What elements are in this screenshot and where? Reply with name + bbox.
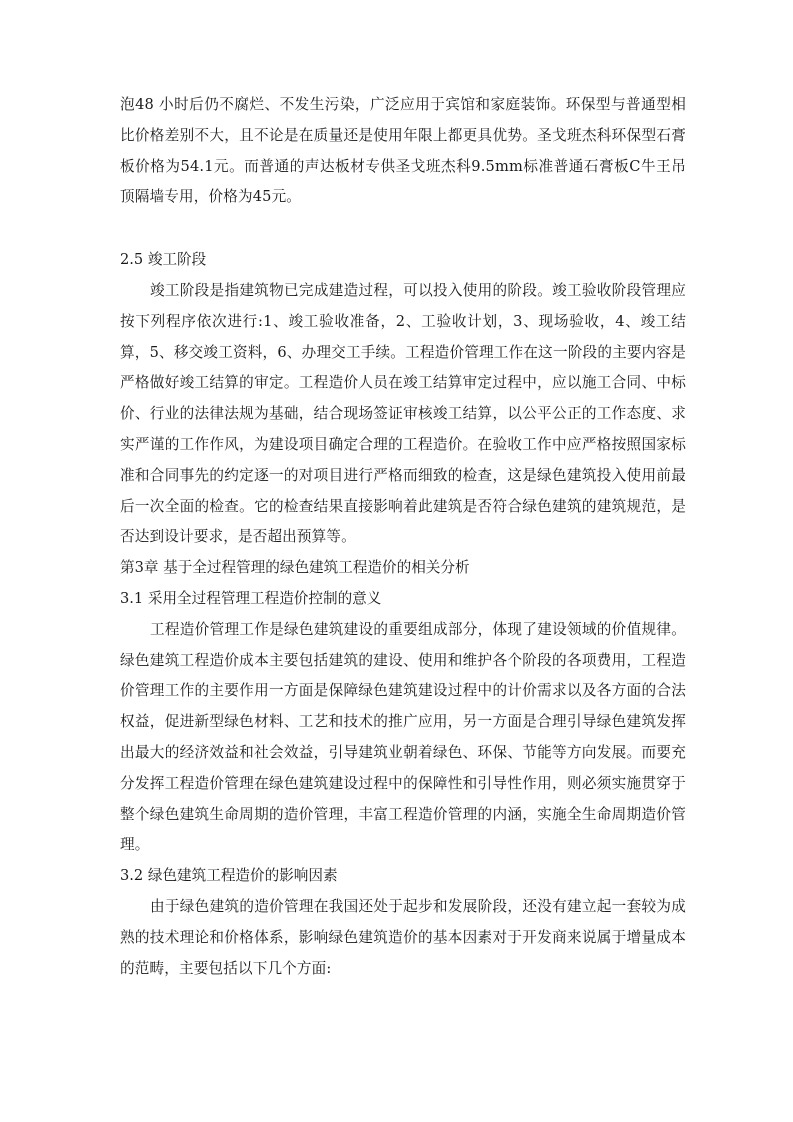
paragraph-completion-stage: 竣工阶段是指建筑物已完成建造过程，可以投入使用的阶段。竣工验收阶段管理应按下列程序依次进行:1、竣工验收准备，2、工验收计划，3、现场验收，4、竣工结算，5、移交竣工资料，6、办理交工手续。工程造价管理工作在这一阶段的主要内容是严格做好竣工结算的审定。工程造价人员在竣工结算审定过程中，应以施工合同、中标价、行业的法律法规为基础，结合现场签证审核竣工结算，以公平公正的工作态度、求实严谨的工作作风，为建设项目确定合理的工程造价。在验收工作中应严格按照国家标准和合同事先的约定逐一的对项目进行严格而细致的检查，这是绿色建筑投入使用前最后一次全面的检查。它的检查结果直接影响着此建筑是否符合绿色建筑的建筑规范，是否达到设计要求，是否超出预算等。 (120, 281, 686, 546)
paragraph-cost-factors: 由于绿色建筑的造价管理在我国还处于起步和发展阶段，还没有建立起一套较为成熟的技术理论和价格体系，影响绿色建筑造价的基本因素对于开发商来说属于增量成本的范畴，主要包括以下几个方面: (120, 897, 686, 977)
paragraph-cost-control-significance: 工程造价管理工作是绿色建筑建设的重要组成部分，体现了建设领域的价值规律。绿色建筑工程造价成本主要包括建筑的建设、使用和维护各个阶段的各项费用，工程造价管理工作的主要作用一方面是保障绿色建筑建设过程中的计价需求以及各方面的合法权益，促进新型绿色材料、工艺和技术的推广应用，另一方面是合理引导绿色建筑发挥出最大的经济效益和社会效益，引导建筑业朝着绿色、环保、节能等方向发展。而要充分发挥工程造价管理在绿色建筑建设过程中的保障性和引导性作用，则必须实施贯穿于整个绿色建筑生命周期的造价管理，丰富工程造价管理的内涵，实施全生命周期造价管理。 (120, 620, 686, 854)
paragraph-gap (120, 213, 686, 245)
paragraph-gypsum-board-prices: 泡48 小时后仍不腐烂、不发生污染，广泛应用于宾馆和家庭装饰。环保型与普通型相比价格差别不大，且不论是在质量还是使用年限上都更具优势。圣戈班杰科环保型石膏板价格为54.1元。而普通的声达板材专供圣戈班杰科9.5mm标准普通石膏板C牛王吊顶隔墙专用，价格为45元。 (120, 96, 686, 206)
document-page (120, 90, 686, 984)
section-heading-2-5: 2.5 竣工阶段 (120, 251, 207, 269)
section-heading-3-2: 3.2 绿色建筑工程造价的影响因素 (120, 867, 338, 885)
chapter-heading-3: 第3章 基于全过程管理的绿色建筑工程造价的相关分析 (120, 559, 470, 577)
section-heading-3-1: 3.1 采用全过程管理工程造价控制的意义 (120, 589, 382, 607)
